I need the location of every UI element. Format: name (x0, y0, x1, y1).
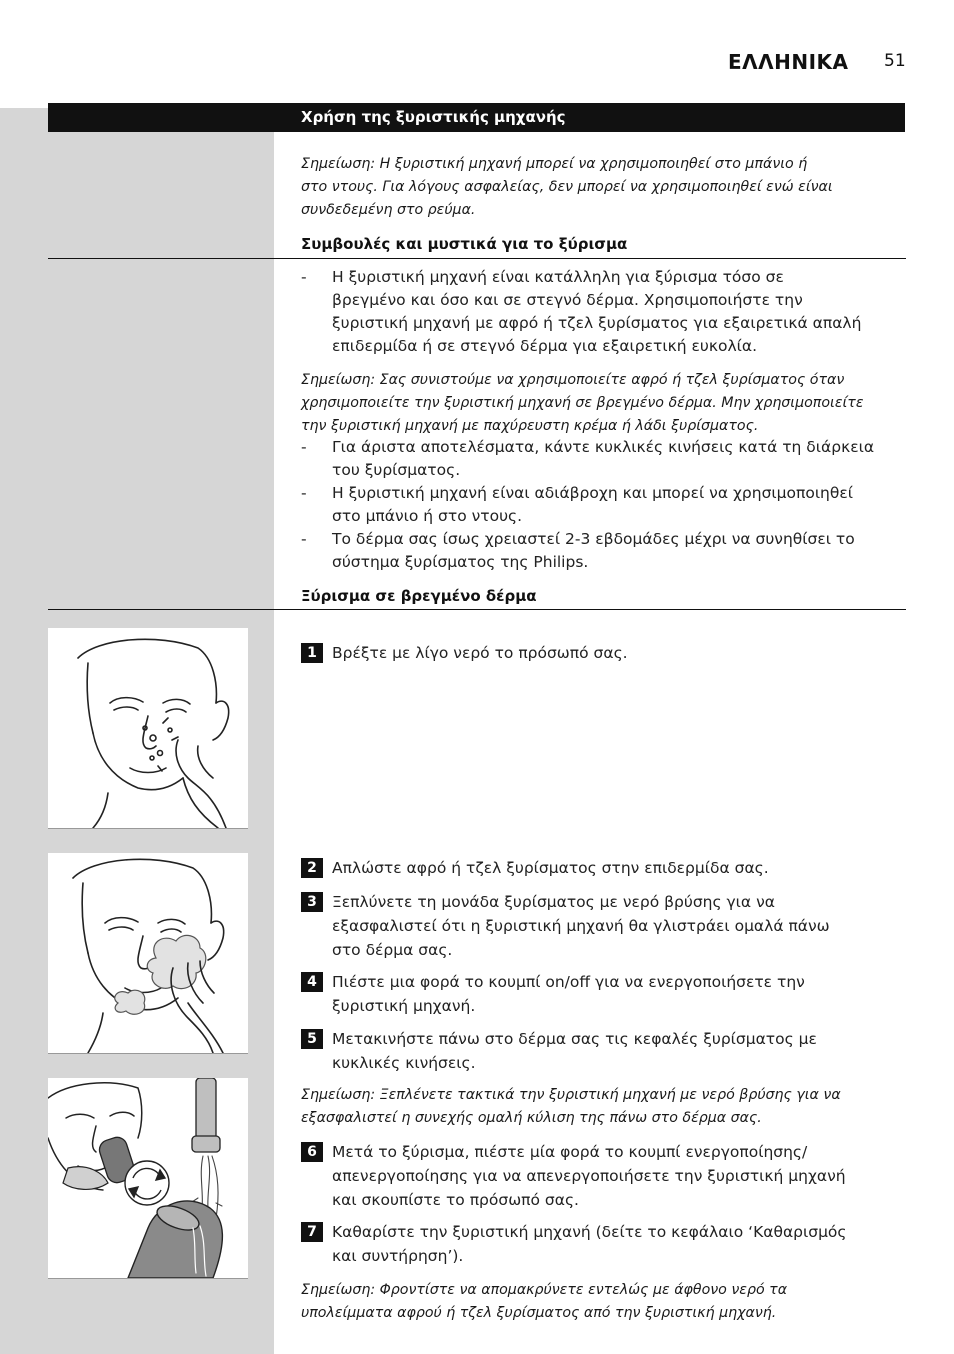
bullet-item (301, 528, 907, 574)
page-number: 51 (884, 51, 906, 71)
note-line: υπολείμματα αφρού ή τζελ ξυρίσματος από την ξυριστική μηχανή. (301, 1305, 777, 1321)
note-residue (301, 1279, 909, 1325)
note-rinse (301, 1084, 909, 1130)
note-line: συνδεδεμένη στο ρεύμα. (301, 202, 476, 218)
pointer-arrow (248, 1093, 274, 1113)
step-number-badge: 1 (301, 643, 323, 663)
bullet-dash: - (301, 484, 307, 502)
step-line: Μετακινήστε πάνω στο δέρμα σας τις κεφαλές ξυρίσματος με (332, 1030, 817, 1048)
bullet-dash: - (301, 268, 307, 286)
note-line: εξασφαλιστεί η συνεχής ομαλή κύλιση της πάνω στο δέρμα σας. (301, 1110, 762, 1126)
step-number-badge: 2 (301, 858, 323, 878)
step-7 (301, 1220, 907, 1268)
section-title: Χρήση της ξυριστικής μηχανής (301, 108, 566, 126)
bullet-line: Το δέρμα σας ίσως χρειαστεί 2-3 εβδομάδες μέχρι να συνηθίσει το (332, 530, 855, 548)
bullet-line: Η ξυριστική μηχανή είναι κατάλληλη για ξύρισμα τόσο σε (332, 268, 784, 286)
bullet-line: σύστημα ξυρίσματος της Philips. (332, 553, 589, 571)
wet-shaving-heading: Ξύρισμα σε βρεγμένο δέρμα (301, 587, 537, 605)
note-line: Σημείωση: Φροντίστε να απομακρύνετε εντελώς με άφθονο νερό τα (301, 1282, 788, 1298)
step-line: απενεργοποίησης για να απενεργοποιήσετε την ξυριστική μηχανή (332, 1167, 846, 1185)
step-number-badge: 5 (301, 1029, 323, 1049)
step-1 (301, 641, 907, 665)
step-line: και σκουπίστε το πρόσωπό σας. (332, 1191, 579, 1209)
step-number-badge: 6 (301, 1142, 323, 1162)
language-header: ΕΛΛΗΝΙΚΑ (728, 50, 849, 74)
step-line: Βρέξτε με λίγο νερό το πρόσωπό σας. (332, 644, 628, 662)
note-line: στο ντους. Για λόγους ασφαλείας, δεν μπορεί να χρησιμοποιηθεί ενώ είναι (301, 179, 833, 195)
step-number-badge: 7 (301, 1222, 323, 1242)
step-3 (301, 890, 907, 962)
face-foam-illustration (48, 853, 248, 1054)
bullet-line: Για άριστα αποτελέσματα, κάντε κυκλικές κινήσεις κατά τη διάρκεια (332, 438, 875, 456)
pointer-arrow (248, 868, 274, 888)
bullet-item (301, 482, 907, 528)
step-line: Πιέστε μια φορά το κουμπί on/off για να ενεργοποιήσετε την (332, 973, 805, 991)
step-line: ξυριστική μηχανή. (332, 997, 476, 1015)
divider-rule (48, 609, 906, 610)
bullet-dash: - (301, 438, 307, 456)
note-line: την ξυριστική μηχανή με παχύρευστη κρέμα ή λάδι ξυρίσματος. (301, 418, 759, 434)
face-water-drawing (48, 628, 248, 828)
shaver-rinse-illustration (48, 1078, 248, 1279)
step-line: Μετά το ξύρισμα, πιέστε μία φορά το κουμπί ενεργοποίησης/ (332, 1143, 808, 1161)
step-line: Καθαρίστε την ξυριστική μηχανή (δείτε το κεφάλαιο ‘Καθαρισμός (332, 1223, 847, 1241)
step-line: Απλώστε αφρό ή τζελ ξυρίσματος στην επιδερμίδα σας. (332, 859, 769, 877)
step-number-badge: 4 (301, 972, 323, 992)
note-foam (301, 369, 909, 438)
pointer-arrow (248, 643, 274, 663)
bullet-item (301, 436, 907, 482)
bullet-line: του ξυρίσματος. (332, 461, 461, 479)
divider-rule (48, 258, 906, 259)
bullet-line: βρεγμένο και όσο και σε στεγνό δέρμα. Χρησιμοποιήστε την (332, 291, 803, 309)
note-safety (301, 153, 909, 222)
step-line: Ξεπλύνετε τη μονάδα ξυρίσματος με νερό βρύσης για να (332, 893, 775, 911)
step-line: στο δέρμα σας. (332, 941, 453, 959)
note-line: Σημείωση: Σας συνιστούμε να χρησιμοποιείτε αφρό ή τζελ ξυρίσματος όταν (301, 372, 845, 388)
step-line: εξασφαλιστεί ότι η ξυριστική μηχανή θα γλιστράει ομαλά πάνω (332, 917, 830, 935)
face-water-illustration (48, 628, 248, 829)
step-6 (301, 1140, 907, 1212)
note-line: Σημείωση: Ξεπλένετε τακτικά την ξυριστική μηχανή με νερό βρύσης για να (301, 1087, 841, 1103)
bullet-line: ξυριστική μηχανή με αφρό ή τζελ ξυρίσματος για εξαιρετικά απαλή (332, 314, 862, 332)
tips-heading: Συμβουλές και μυστικά για το ξύρισμα (301, 235, 628, 253)
note-line: χρησιμοποιείτε την ξυριστική μηχανή σε βρεγμένο δέρμα. Μην χρησιμοποιείτε (301, 395, 864, 411)
step-number-badge: 3 (301, 892, 323, 912)
bullet-line: επιδερμίδα ή σε στεγνό δέρμα για εξαιρετική ευκολία. (332, 337, 758, 355)
step-line: και συντήρηση’). (332, 1247, 464, 1265)
bullet-line: Η ξυριστική μηχανή είναι αδιάβροχη και μπορεί να χρησιμοποιηθεί (332, 484, 853, 502)
step-4 (301, 970, 907, 1018)
shaver-rinse-drawing (48, 1078, 248, 1278)
note-line: Σημείωση: Η ξυριστική μηχανή μπορεί να χρησιμοποιηθεί στο μπάνιο ή (301, 156, 808, 172)
step-5 (301, 1027, 907, 1075)
bullet-item (301, 266, 907, 358)
bullet-line: στο μπάνιο ή στο ντους. (332, 507, 523, 525)
step-line: κυκλικές κινήσεις. (332, 1054, 476, 1072)
bullet-dash: - (301, 530, 307, 548)
step-2 (301, 856, 907, 880)
face-foam-drawing (48, 853, 248, 1053)
